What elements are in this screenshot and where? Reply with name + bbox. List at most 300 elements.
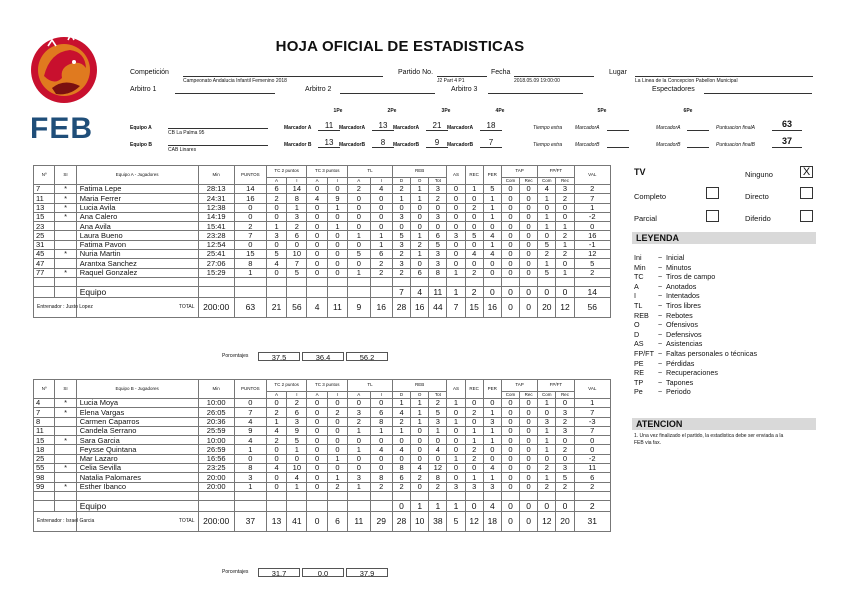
player-row[interactable] bbox=[34, 473, 611, 482]
legend-separator: ~ bbox=[658, 310, 663, 320]
player-stat-fpr: 3 bbox=[556, 408, 574, 417]
player-stat-val: 2 bbox=[574, 268, 610, 277]
player-stat-tapr: 0 bbox=[520, 212, 538, 221]
player-points: 0 bbox=[234, 203, 266, 212]
player-name[interactable]: Nuria Martin bbox=[76, 250, 198, 259]
player-row[interactable] bbox=[34, 203, 611, 212]
player-stat-t2a: 0 bbox=[266, 399, 286, 408]
player-stat-as: 0 bbox=[447, 212, 465, 221]
col-tc2-header: TC 2 puntos bbox=[266, 166, 307, 178]
equipo-empty-cell bbox=[198, 501, 234, 512]
player-stat-rec: 0 bbox=[465, 240, 483, 249]
player-points: 0 bbox=[234, 399, 266, 408]
player-row[interactable] bbox=[34, 259, 611, 268]
empty-row bbox=[34, 277, 611, 286]
col-player-header: Equipo A - Jugadores bbox=[76, 166, 198, 185]
player-stat-t3i: 2 bbox=[327, 482, 347, 491]
player-number: 4 bbox=[34, 399, 55, 408]
col-tap-header: TAP bbox=[501, 166, 537, 178]
player-stat-val: 11 bbox=[574, 464, 610, 473]
player-row[interactable] bbox=[34, 454, 611, 463]
legend-description: Anotados bbox=[666, 281, 697, 291]
player-points: 3 bbox=[234, 473, 266, 482]
sub-header-i: I bbox=[287, 392, 307, 399]
player-stat-t3a: 4 bbox=[307, 194, 327, 203]
player-stat-fpr: 2 bbox=[556, 231, 574, 240]
player-stat-rec: 3 bbox=[465, 482, 483, 491]
legend-description: Pérdidas bbox=[666, 358, 695, 368]
equipo-si-cell bbox=[55, 287, 76, 298]
player-stat-t2a: 0 bbox=[266, 240, 286, 249]
totals-stat-tapc: 0 bbox=[501, 298, 519, 318]
player-stat-fpr: 2 bbox=[556, 194, 574, 203]
sub-header-rec_s: Rec bbox=[520, 392, 538, 399]
legend-separator: ~ bbox=[658, 377, 663, 387]
player-points: 1 bbox=[234, 445, 266, 454]
competicion-field[interactable] bbox=[183, 69, 383, 84]
col-rec-header: REC bbox=[465, 380, 483, 399]
player-name[interactable]: Sara Garcia bbox=[76, 436, 198, 445]
player-stat-ro: 1 bbox=[411, 194, 429, 203]
col-val-header: VAL bbox=[574, 380, 610, 399]
player-stat-per: 3 bbox=[483, 482, 501, 491]
player-minutes: 12:54 bbox=[198, 240, 234, 249]
empty-cell bbox=[392, 277, 410, 286]
equipo-stat-per: 0 bbox=[483, 287, 501, 298]
player-minutes: 15:29 bbox=[198, 268, 234, 277]
legend-description: Intentados bbox=[666, 291, 700, 301]
player-number: 25 bbox=[34, 231, 55, 240]
empty-cell bbox=[327, 491, 347, 500]
player-name[interactable]: Maria Ferrer bbox=[76, 194, 198, 203]
player-stat-tli: 0 bbox=[370, 203, 392, 212]
player-stat-rec: 0 bbox=[465, 212, 483, 221]
team-a-pct-tc3: 36.4 bbox=[302, 352, 344, 361]
player-minutes: 27:06 bbox=[198, 259, 234, 268]
player-row[interactable] bbox=[34, 417, 611, 426]
player-stat-t3a: 0 bbox=[307, 268, 327, 277]
player-stat-as: 0 bbox=[447, 222, 465, 231]
player-points: 7 bbox=[234, 408, 266, 417]
player-stat-rec: 2 bbox=[465, 268, 483, 277]
score-a-p5[interactable] bbox=[607, 123, 629, 131]
arbitro3-label: Arbitro 3 bbox=[451, 86, 478, 93]
marcador-b-label-2: MarcadorB bbox=[339, 142, 366, 148]
player-name[interactable]: Carmen Caparros bbox=[76, 417, 198, 426]
empty-cell bbox=[76, 277, 198, 286]
player-stat-t2a: 0 bbox=[266, 454, 286, 463]
sub-header-com: Com bbox=[501, 392, 519, 399]
player-stat-tli: 8 bbox=[370, 473, 392, 482]
score-a-p3[interactable]: 21 bbox=[426, 121, 448, 131]
player-points: 8 bbox=[234, 259, 266, 268]
score-a-p6[interactable] bbox=[687, 123, 709, 131]
equipo-empty-cell bbox=[348, 501, 370, 512]
score-b-p6[interactable] bbox=[687, 140, 709, 148]
totals-stat-t2i: 41 bbox=[287, 512, 307, 532]
player-stat-per: 3 bbox=[483, 417, 501, 426]
player-stat-tla: 0 bbox=[348, 259, 370, 268]
player-stat-ro: 0 bbox=[411, 454, 429, 463]
player-stat-tla: 0 bbox=[348, 436, 370, 445]
player-stat-rd: 6 bbox=[392, 473, 410, 482]
player-stat-t2i: 5 bbox=[287, 436, 307, 445]
player-row[interactable] bbox=[34, 464, 611, 473]
player-name[interactable]: Feysse Quintana bbox=[76, 445, 198, 454]
diferido-checkbox[interactable] bbox=[800, 210, 813, 222]
period-3: 3Pe bbox=[441, 108, 451, 114]
player-stat-t3i: 0 bbox=[327, 399, 347, 408]
player-stat-tapr: 0 bbox=[520, 408, 538, 417]
player-name[interactable]: Mar Lazaro bbox=[76, 454, 198, 463]
final-score-a[interactable]: 63 bbox=[772, 119, 802, 131]
player-stat-as: 1 bbox=[447, 454, 465, 463]
player-stat-t3i: 2 bbox=[327, 408, 347, 417]
score-b-p2[interactable]: 8 bbox=[372, 138, 394, 148]
player-stat-t2i: 10 bbox=[287, 464, 307, 473]
sub-header-o: O bbox=[411, 178, 429, 185]
player-stat-tapr: 0 bbox=[520, 231, 538, 240]
totals-stat-t2a: 21 bbox=[266, 298, 286, 318]
espectadores-field[interactable] bbox=[704, 86, 812, 94]
equipo-stat-val: 2 bbox=[574, 501, 610, 512]
totals-stat-rt: 44 bbox=[429, 298, 447, 318]
player-stat-rec: 1 bbox=[465, 185, 483, 194]
player-stat-fpr: 0 bbox=[556, 454, 574, 463]
player-stat-tapc: 0 bbox=[501, 212, 519, 221]
player-name[interactable]: Esther Ibanco bbox=[76, 482, 198, 491]
legend-abbr: TP bbox=[634, 377, 644, 387]
player-row[interactable] bbox=[34, 194, 611, 203]
player-stat-tapc: 0 bbox=[501, 268, 519, 277]
team-b-porcentajes-label: Porcentajes bbox=[222, 569, 249, 575]
player-minutes: 20:00 bbox=[198, 473, 234, 482]
player-stat-fpc: 3 bbox=[538, 417, 556, 426]
player-stat-rec: 1 bbox=[465, 436, 483, 445]
lugar-value: La Linea de la Concepcion Pabellon Municipal bbox=[635, 78, 738, 84]
player-stat-tapr: 0 bbox=[520, 185, 538, 194]
player-row[interactable] bbox=[34, 231, 611, 240]
totals-stat-ro: 10 bbox=[411, 512, 429, 532]
player-stat-ro: 0 bbox=[411, 426, 429, 435]
player-stat-val: -3 bbox=[574, 417, 610, 426]
player-stat-t3a: 0 bbox=[307, 408, 327, 417]
empty-cell bbox=[392, 491, 410, 500]
player-row[interactable] bbox=[34, 268, 611, 277]
equipo-row bbox=[34, 501, 611, 512]
player-stat-fpc: 1 bbox=[538, 473, 556, 482]
player-name[interactable]: Fatima Pavon bbox=[76, 240, 198, 249]
player-starter-mark: * bbox=[55, 250, 76, 259]
player-stat-tapc: 0 bbox=[501, 259, 519, 268]
col-num-header: Nº bbox=[34, 380, 55, 399]
totals-stat-tapr: 0 bbox=[520, 298, 538, 318]
arbitro1-field[interactable] bbox=[175, 86, 275, 94]
player-stat-tla: 0 bbox=[348, 222, 370, 231]
player-name[interactable]: Arantxa Sanchez bbox=[76, 259, 198, 268]
player-stat-rt: 0 bbox=[429, 454, 447, 463]
player-stat-per: 0 bbox=[483, 454, 501, 463]
player-row[interactable] bbox=[34, 185, 611, 194]
player-stat-ro: 2 bbox=[411, 473, 429, 482]
player-stat-fpc: 1 bbox=[538, 194, 556, 203]
totals-stat-ro: 16 bbox=[411, 298, 429, 318]
player-stat-t3a: 0 bbox=[307, 250, 327, 259]
player-stat-per: 0 bbox=[483, 268, 501, 277]
player-stat-tapc: 0 bbox=[501, 473, 519, 482]
player-stat-t2a: 0 bbox=[266, 482, 286, 491]
player-stat-fpc: 0 bbox=[538, 454, 556, 463]
player-stat-as: 0 bbox=[447, 259, 465, 268]
empty-cell bbox=[447, 491, 465, 500]
totals-stat-as: 5 bbox=[447, 512, 465, 532]
totals-stat-tapr: 0 bbox=[520, 512, 538, 532]
player-stat-per: 1 bbox=[483, 408, 501, 417]
player-stat-t2i: 1 bbox=[287, 445, 307, 454]
period-4: 4Pe bbox=[495, 108, 505, 114]
player-stat-fpr: 1 bbox=[556, 268, 574, 277]
player-row[interactable] bbox=[34, 436, 611, 445]
player-stat-rec: 2 bbox=[465, 445, 483, 454]
player-stat-tli: 0 bbox=[370, 436, 392, 445]
player-stat-rec: 0 bbox=[465, 222, 483, 231]
player-name[interactable]: Laura Bueno bbox=[76, 231, 198, 240]
totals-stat-tli: 16 bbox=[370, 298, 392, 318]
empty-cell bbox=[411, 491, 429, 500]
player-starter-mark bbox=[55, 417, 76, 426]
player-stat-rd: 4 bbox=[392, 445, 410, 454]
legend-separator: ~ bbox=[658, 301, 663, 310]
equipo-stat-rt: 11 bbox=[429, 287, 447, 298]
player-stat-val: 0 bbox=[574, 436, 610, 445]
player-stat-t3a: 0 bbox=[307, 445, 327, 454]
score-b-p3[interactable]: 9 bbox=[426, 138, 448, 148]
player-stat-tli: 2 bbox=[370, 482, 392, 491]
player-row[interactable] bbox=[34, 445, 611, 454]
legend-abbr: REB bbox=[634, 310, 649, 320]
player-starter-mark: * bbox=[55, 194, 76, 203]
arbitro3-field[interactable] bbox=[488, 86, 583, 94]
col-as-header: AS bbox=[447, 166, 465, 185]
player-points: 1 bbox=[234, 268, 266, 277]
player-name[interactable]: Ana Avila bbox=[76, 222, 198, 231]
player-row[interactable] bbox=[34, 212, 611, 221]
col-reb-header: REB bbox=[392, 380, 446, 392]
player-stat-tli: 1 bbox=[370, 231, 392, 240]
player-stat-t3a: 0 bbox=[307, 417, 327, 426]
ninguno-checkbox[interactable]: X bbox=[800, 166, 813, 178]
player-stat-t3i: 0 bbox=[327, 212, 347, 221]
score-a-p4[interactable]: 18 bbox=[480, 121, 502, 131]
player-stat-t2a: 0 bbox=[266, 268, 286, 277]
legend-description: Minutos bbox=[666, 262, 692, 272]
equipo-a-label: Equipo A bbox=[130, 125, 152, 131]
player-stat-tli: 0 bbox=[370, 212, 392, 221]
equipo-empty-cell bbox=[348, 287, 370, 298]
legend-description: Recuperaciones bbox=[666, 368, 718, 378]
sub-header-rec_s: Rec bbox=[556, 392, 574, 399]
player-name[interactable]: Candela Serrano bbox=[76, 426, 198, 435]
player-stat-t2a: 2 bbox=[266, 436, 286, 445]
equipo-b-field[interactable] bbox=[168, 138, 268, 153]
player-stat-t3a: 0 bbox=[307, 185, 327, 194]
player-stat-fpr: 1 bbox=[556, 240, 574, 249]
partido-field[interactable] bbox=[437, 69, 487, 84]
player-name[interactable]: Natalia Palomares bbox=[76, 473, 198, 482]
marcador-a-label-4: MarcadorA bbox=[447, 125, 474, 131]
legend-abbr: TC bbox=[634, 272, 644, 282]
player-stat-ro: 1 bbox=[411, 231, 429, 240]
player-stat-rec: 0 bbox=[465, 417, 483, 426]
player-stat-t3i: 0 bbox=[327, 185, 347, 194]
player-stat-t2a: 0 bbox=[266, 445, 286, 454]
player-stat-ro: 0 bbox=[411, 222, 429, 231]
team-a-pct-tc2: 37.5 bbox=[258, 352, 300, 361]
player-stat-tla: 0 bbox=[348, 194, 370, 203]
lugar-field[interactable] bbox=[635, 69, 813, 84]
legend-item bbox=[634, 339, 702, 348]
player-stat-rd: 2 bbox=[392, 185, 410, 194]
player-stat-per: 1 bbox=[483, 436, 501, 445]
player-starter-mark: * bbox=[55, 436, 76, 445]
empty-cell bbox=[538, 277, 556, 286]
player-stat-t3i: 0 bbox=[327, 231, 347, 240]
player-points: 8 bbox=[234, 464, 266, 473]
player-name[interactable]: Elena Vargas bbox=[76, 408, 198, 417]
player-row[interactable] bbox=[34, 250, 611, 259]
equipo-stat-val: 14 bbox=[574, 287, 610, 298]
score-a-p1[interactable]: 11 bbox=[318, 121, 340, 131]
totals-stat-per: 16 bbox=[483, 298, 501, 318]
player-stat-tla: 1 bbox=[348, 445, 370, 454]
player-row[interactable] bbox=[34, 408, 611, 417]
player-row[interactable] bbox=[34, 240, 611, 249]
player-stat-rt: 8 bbox=[429, 268, 447, 277]
empty-cell bbox=[483, 277, 501, 286]
player-stat-tla: 2 bbox=[348, 185, 370, 194]
player-minutes: 20:36 bbox=[198, 417, 234, 426]
player-name[interactable]: Fatima Lepe bbox=[76, 185, 198, 194]
player-stat-t3a: 0 bbox=[307, 212, 327, 221]
arbitro2-field[interactable] bbox=[340, 86, 435, 94]
equipo-empty-cell bbox=[234, 501, 266, 512]
legend-separator: ~ bbox=[658, 253, 663, 262]
score-a-p2[interactable]: 13 bbox=[372, 121, 394, 131]
player-stat-t3i: 0 bbox=[327, 250, 347, 259]
player-stat-t2i: 0 bbox=[287, 454, 307, 463]
legend-abbr: TL bbox=[634, 301, 643, 310]
player-stat-t2i: 0 bbox=[287, 240, 307, 249]
ninguno-label: Ninguno bbox=[745, 170, 773, 179]
player-number: 77 bbox=[34, 268, 55, 277]
player-row[interactable] bbox=[34, 222, 611, 231]
player-stat-tapr: 0 bbox=[520, 473, 538, 482]
equipo-a-field[interactable] bbox=[168, 121, 268, 136]
equipo-empty-cell bbox=[287, 287, 307, 298]
final-score-b[interactable]: 37 bbox=[772, 136, 802, 148]
player-stat-tapr: 0 bbox=[520, 250, 538, 259]
player-row[interactable] bbox=[34, 426, 611, 435]
col-min-header: Min bbox=[198, 380, 234, 399]
player-starter-mark bbox=[55, 426, 76, 435]
player-number: 15 bbox=[34, 436, 55, 445]
player-stat-rec: 0 bbox=[465, 259, 483, 268]
legend-separator: ~ bbox=[658, 368, 663, 378]
fecha-field[interactable] bbox=[514, 69, 594, 84]
player-stat-fpc: 1 bbox=[538, 436, 556, 445]
player-row[interactable] bbox=[34, 482, 611, 491]
player-name[interactable]: Raquel Gonzalez bbox=[76, 268, 198, 277]
player-minutes: 23:28 bbox=[198, 231, 234, 240]
completo-checkbox[interactable] bbox=[706, 187, 719, 199]
directo-checkbox[interactable] bbox=[800, 187, 813, 199]
team-b-pct-tc3: 0.0 bbox=[302, 568, 344, 577]
score-b-p4[interactable]: 7 bbox=[480, 138, 502, 148]
legend-item bbox=[634, 311, 693, 320]
player-stat-val: 5 bbox=[574, 259, 610, 268]
equipo-stat-rec: 2 bbox=[465, 287, 483, 298]
player-stat-t2i: 4 bbox=[287, 473, 307, 482]
atencion-note: 1. Una vez finalizado el partido, la estadistica debe ser enviada a la FEB via fax. bbox=[634, 433, 784, 446]
player-name[interactable]: Lucia Avila bbox=[76, 203, 198, 212]
player-stat-rec: 2 bbox=[465, 408, 483, 417]
player-stat-rd: 4 bbox=[392, 408, 410, 417]
period-5: 5Pe bbox=[597, 108, 607, 114]
page-title: HOJA OFICIAL DE ESTADISTICAS bbox=[275, 38, 525, 55]
parcial-checkbox[interactable] bbox=[706, 210, 719, 222]
player-stat-rt: 2 bbox=[429, 482, 447, 491]
player-stat-fpr: 2 bbox=[556, 417, 574, 426]
sub-header-tot: Tot bbox=[429, 178, 447, 185]
legend-item bbox=[634, 263, 691, 272]
legend-item bbox=[634, 301, 701, 310]
player-stat-t3i: 1 bbox=[327, 222, 347, 231]
player-name[interactable]: Ana Calero bbox=[76, 212, 198, 221]
player-stat-t2a: 5 bbox=[266, 250, 286, 259]
totals-stat-fpc: 20 bbox=[538, 298, 556, 318]
player-number: 8 bbox=[34, 417, 55, 426]
empty-cell bbox=[266, 277, 286, 286]
player-stat-tli: 6 bbox=[370, 250, 392, 259]
player-stat-tapc: 0 bbox=[501, 426, 519, 435]
equipo-empty-cell bbox=[370, 287, 392, 298]
score-b-p5[interactable] bbox=[607, 140, 629, 148]
player-stat-val: 0 bbox=[574, 445, 610, 454]
player-stat-t2i: 8 bbox=[287, 194, 307, 203]
legend-description: Tiros libres bbox=[666, 301, 701, 310]
player-stat-t2i: 1 bbox=[287, 482, 307, 491]
totals-stat-tla: 9 bbox=[348, 298, 370, 318]
directo-label: Directo bbox=[745, 192, 769, 201]
legend-abbr: A bbox=[634, 281, 639, 291]
empty-cell bbox=[411, 277, 429, 286]
player-stat-t3i: 1 bbox=[327, 454, 347, 463]
player-name[interactable]: Celia Sevilla bbox=[76, 464, 198, 473]
player-stat-tli: 0 bbox=[370, 194, 392, 203]
score-b-p1[interactable]: 13 bbox=[318, 138, 340, 148]
player-row[interactable] bbox=[34, 399, 611, 408]
player-minutes: 14:19 bbox=[198, 212, 234, 221]
player-stat-t3a: 0 bbox=[307, 473, 327, 482]
player-stat-tla: 0 bbox=[348, 454, 370, 463]
header-row bbox=[34, 166, 611, 178]
player-name[interactable]: Lucia Moya bbox=[76, 399, 198, 408]
player-stat-tapc: 0 bbox=[501, 185, 519, 194]
player-minutes: 26:59 bbox=[198, 445, 234, 454]
completo-label: Completo bbox=[634, 192, 667, 201]
player-stat-t3i: 1 bbox=[327, 203, 347, 212]
player-stat-fpc: 1 bbox=[538, 426, 556, 435]
